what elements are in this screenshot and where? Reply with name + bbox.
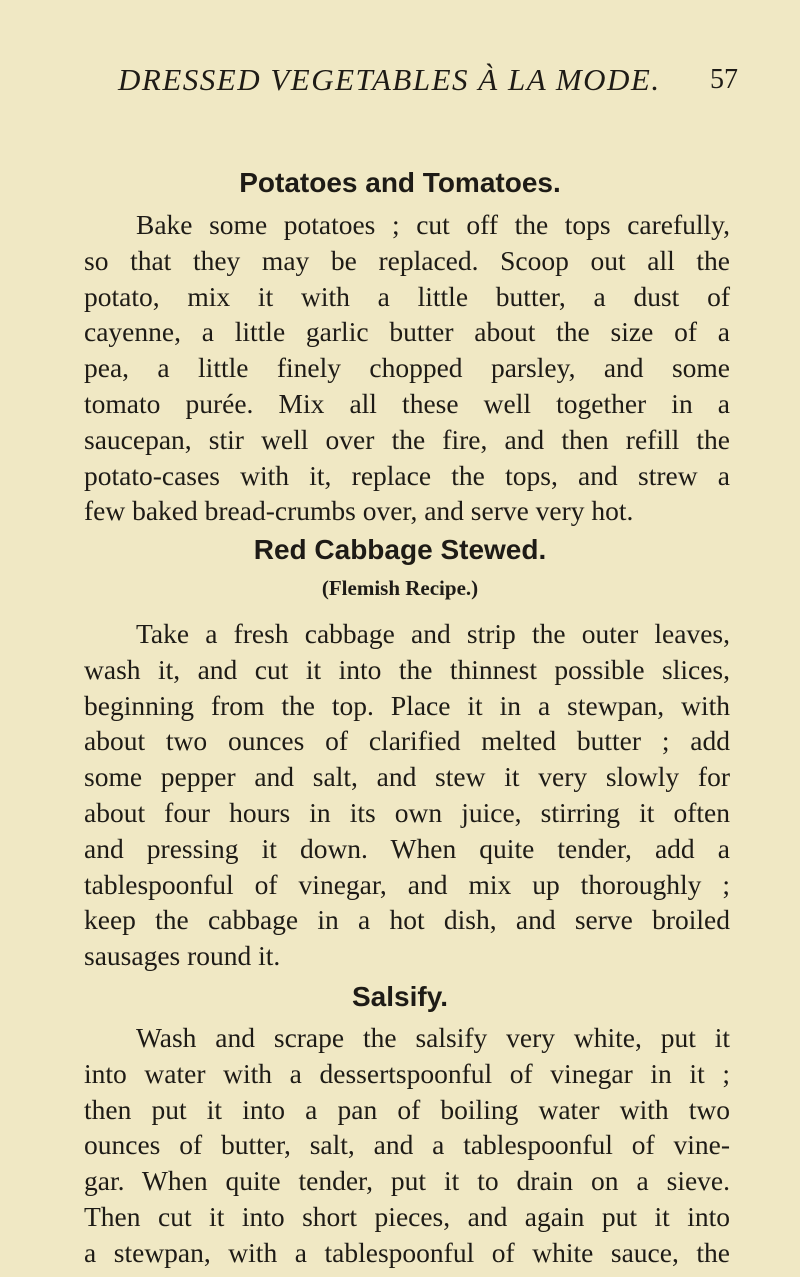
recipe-body-salsify (84, 1020, 730, 1271)
text-line: some pepper and salt, and stew it very slowly for (84, 761, 730, 793)
recipe-title-salsify: Salsify. (352, 981, 448, 1012)
running-title: DRESSED VEGETABLES À LA MODE. (118, 62, 661, 97)
text-line: and pressing it down. When quite tender, add a (84, 832, 730, 864)
text-line: about two ounces of clarified melted butter ; add (84, 725, 730, 757)
text-line: ounces of butter, salt, and a tablespoonful of vine- (84, 1129, 730, 1161)
text-line: into water with a dessertspoonful of vinegar in it ; (84, 1057, 730, 1089)
recipe-title-red-cabbage-stewed: Red Cabbage Stewed. (253, 534, 547, 565)
text-line: cayenne, a little garlic butter about the size of a (84, 316, 730, 348)
recipe-body-red-cabbage-stewed (84, 616, 730, 974)
recipe-title-potatoes-and-tomatoes: Potatoes and Tomatoes. (239, 167, 561, 198)
text-line: tablespoonful of vinegar, and mix up thoroughly ; (84, 868, 730, 900)
text-line: Bake some potatoes ; cut off the tops carefully, (136, 209, 730, 240)
text-line: Wash and scrape the salsify very white, put it (136, 1022, 730, 1053)
page-number: 57 (710, 64, 738, 95)
text-line: tomato purée. Mix all these well together in a (84, 387, 730, 419)
text-line: pea, a little finely chopped parsley, and some (84, 352, 730, 384)
text-line: a stewpan, with a tablespoonful of white sauce, the (84, 1236, 730, 1268)
text-line: Take a fresh cabbage and strip the outer leaves, (136, 618, 730, 649)
text-line: gar. When quite tender, put it to drain on a sieve. (84, 1165, 730, 1197)
text-line: then put it into a pan of boiling water with two (84, 1093, 730, 1125)
text-line: sausages round it. (84, 940, 281, 972)
text-line: wash it, and cut it into the thinnest possible slices, (84, 653, 730, 685)
text-line: so that they may be replaced. Scoop out all the (84, 244, 730, 276)
text-line: about four hours in its own juice, stirring it often (84, 796, 730, 828)
text-line: few baked bread-crumbs over, and serve very hot. (84, 495, 634, 527)
text-line: Then cut it into short pieces, and again put it into (84, 1200, 730, 1232)
recipe-subtitle-flemish-recipe: (Flemish Recipe.) (321, 576, 479, 600)
text-line: beginning from the top. Place it in a stewpan, with (84, 689, 730, 721)
text-line: keep the cabbage in a hot dish, and serve broiled (84, 904, 730, 936)
text-line: potato-cases with it, replace the tops, and strew a (84, 459, 730, 491)
text-line: potato, mix it with a little butter, a dust of (84, 280, 730, 312)
running-head (118, 62, 738, 102)
text-line: saucepan, stir well over the fire, and then refill the (84, 423, 730, 455)
recipe-body-potatoes-and-tomatoes (84, 207, 730, 529)
